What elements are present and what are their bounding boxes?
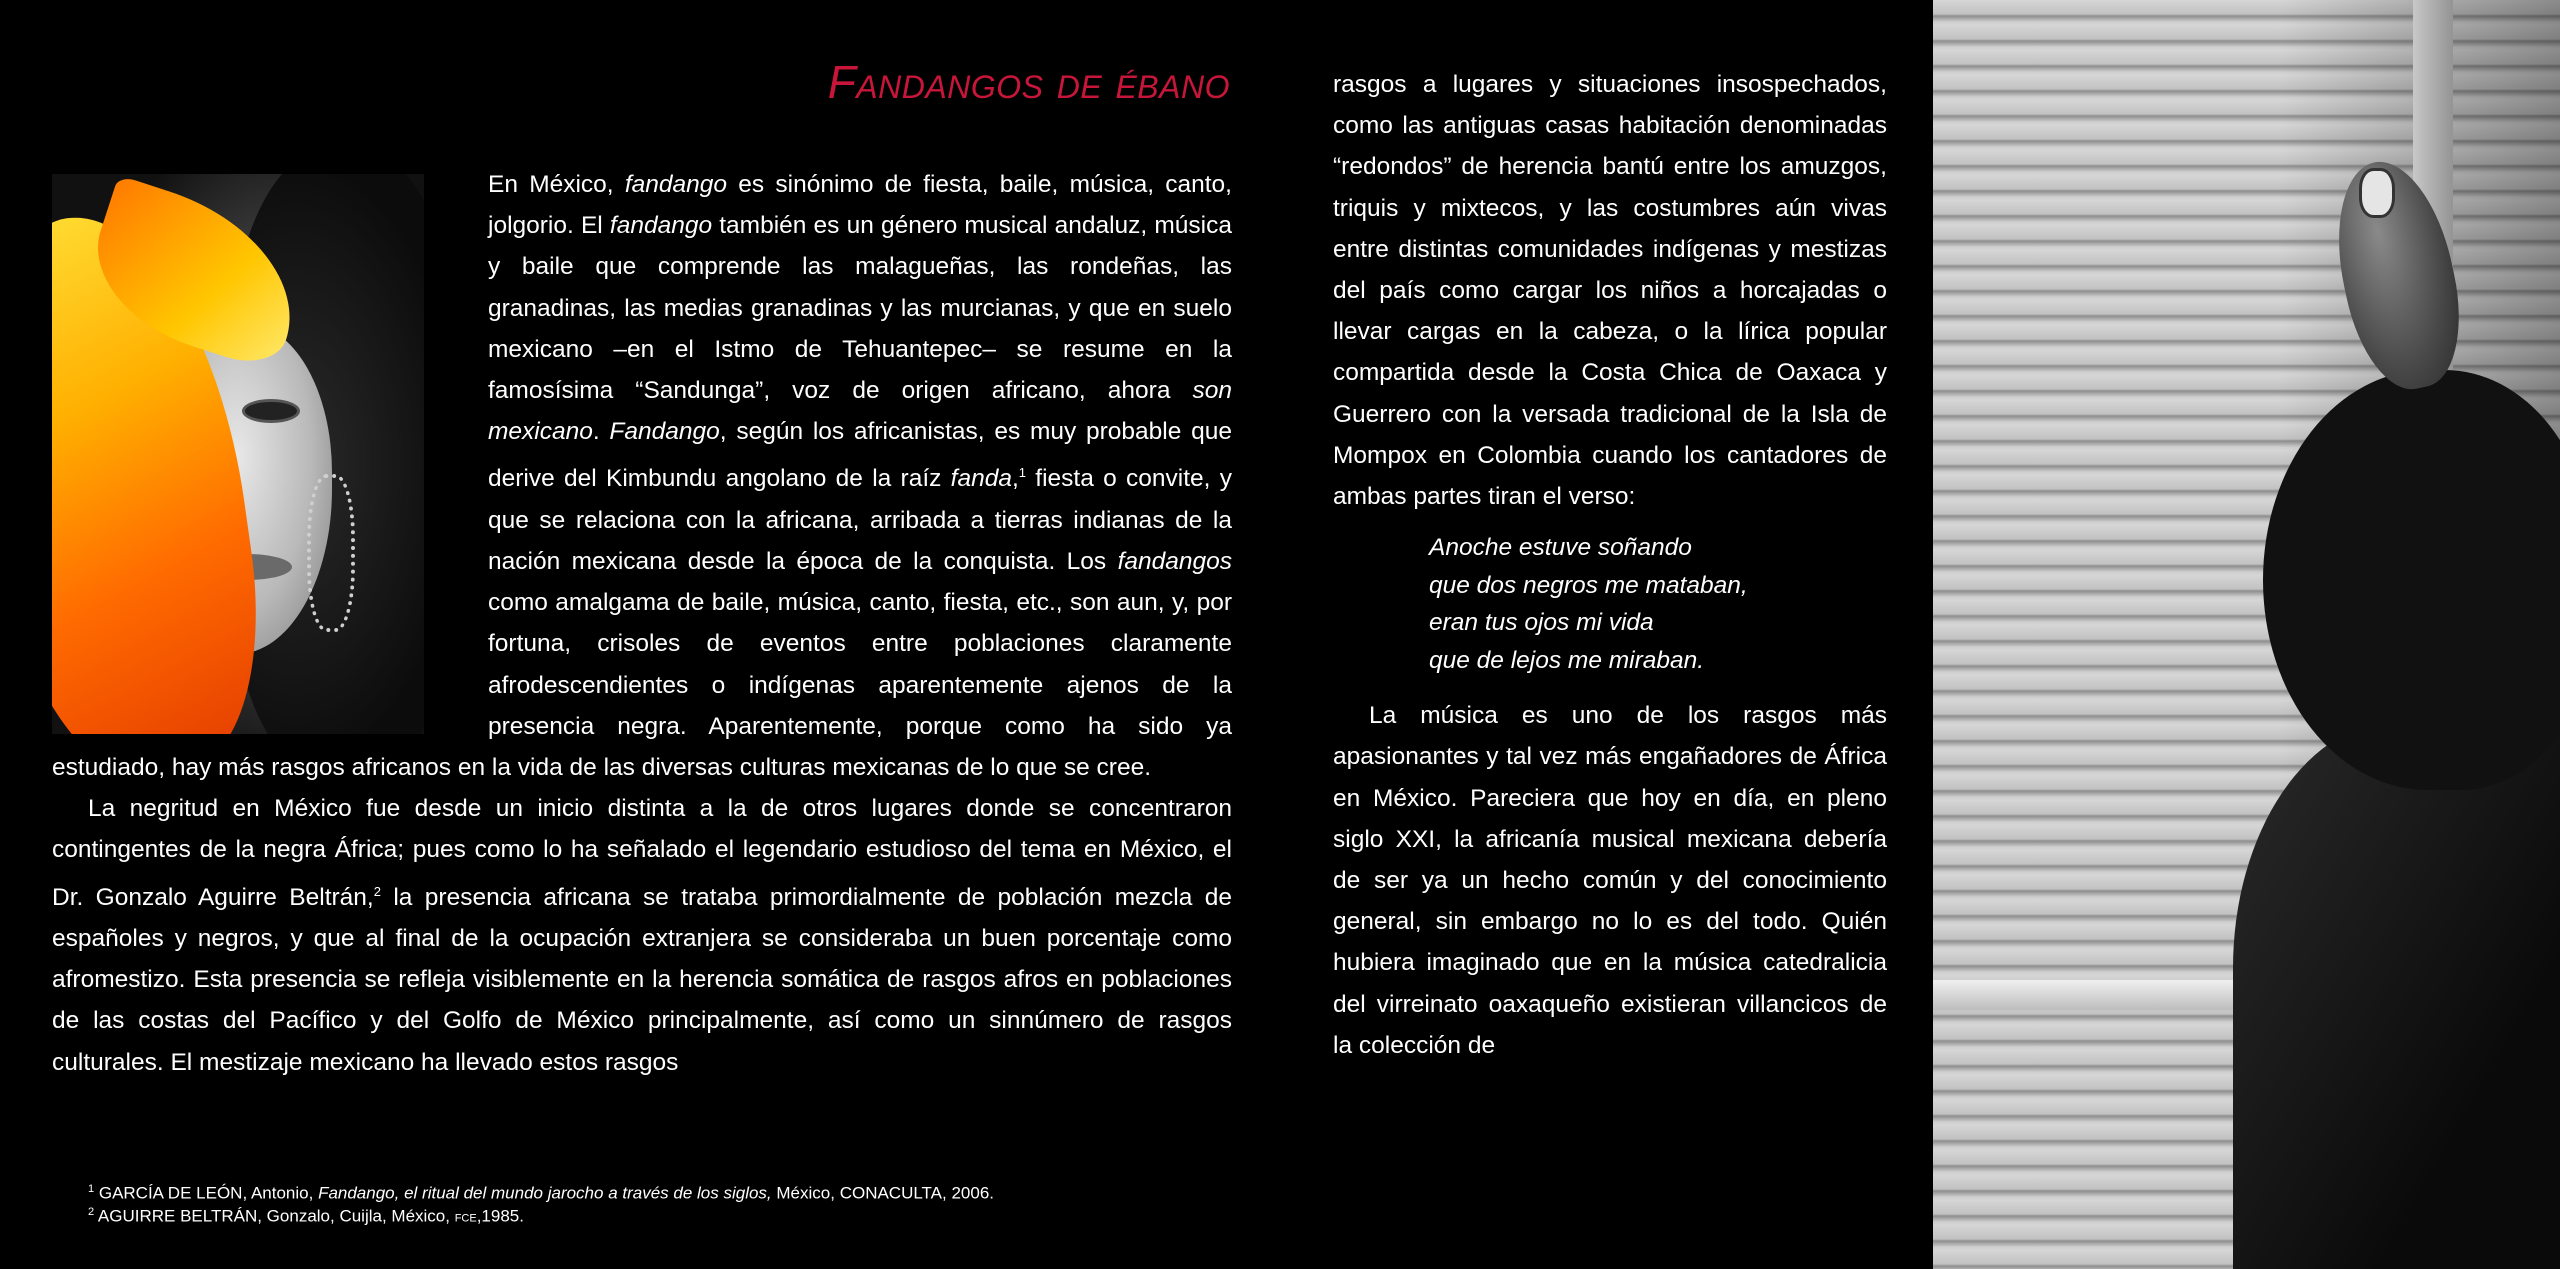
italic-term: son mexicano — [488, 377, 1232, 446]
parrot-photo — [1933, 0, 2560, 1269]
text-span: también es un género musical andaluz, música y baile que comprende las malagueñas, las rondeñas, las granadinas, las medias granadinas y las murcianas, y que en suelo mexicano –en el Istmo de Tehuantepec– se resume en la famosísima “Sandunga”, voz de origen africano, ahora — [488, 212, 1232, 405]
text-span: es sinónimo de fiesta, baile, música, canto, jolgorio. El — [488, 171, 1232, 240]
publisher-abbrev: fce — [454, 1208, 477, 1226]
paragraph-1: En México, fandango es sinónimo de fiesta, baile, música, canto, jolgorio. El fandango también es un género musical andaluz, música y baile que comprende las malagueñas, las rondeñas, las granadinas, las medias granadinas y las murcianas, y que en suelo mexicano –en el Istmo de Tehuantepec– se resume en la famosísima “Sandunga”, voz de origen africano, ahora son mexicano. Fandango, según los africanistas, es muy probable que derive del Kimbundu angolano de la raíz fanda,$^1$ fiesta o convite, y que se relaciona con la africana, arribada a tierras indianas de la nación mexicana desde la época de la conquista. Los fandangos como amalgama de baile, música, canto, fiesta, etc., son aun, y, por fortuna, crisoles de eventos entre poblaciones claramente afrodescendientes o indígenas aparentemente ajenos de la presencia negra. Aparentemente, porque como ha sido ya estudiado, hay más rasgos africanos en la vida de las diversas culturas mexicanas de lo que se cree. — [52, 171, 1232, 781]
text-span: fiesta o convite, y que se relaciona con la africana, arribada a tierras indianas de la nación mexicana desde la época de la conquista. Los — [488, 465, 1232, 575]
paragraph-3: rasgos a lugares y situaciones insospechados, como las antiguas casas habitación denominadas “redondos” de herencia bantú entre los amuzgos, triquis y mixtecos, y las costumbres aún vivas entre distintas comunidades indígenas y mestizas del país como cargar los niños a horcajadas o llevar cargas en la cabeza, o la lírica popular compartida desde la Costa Chica de Oaxaca y Guerrero con la versada tradicional de la Isla de Mompox en Colombia cuando los cantadores de ambas partes tiran el verso: — [1333, 71, 1887, 511]
footnote-ref-1: 1 — [1018, 465, 1027, 481]
person-silhouette — [2233, 720, 2560, 1269]
parrot-beak — [2359, 168, 2395, 218]
verse-line: eran tus ojos mi vida — [1429, 609, 1654, 637]
book-title: Fandango, el ritual del mundo jarocho a través de los siglos, — [318, 1183, 772, 1203]
italic-term: fanda — [950, 465, 1012, 493]
footnote-ref-2: 2 — [373, 883, 381, 899]
text-span: La negritud en México fue desde un inicio distinta a la de otros lugares donde se concentraron contingentes de la negra África; pues como lo ha señalado el legendario estudioso del tema en México, el Dr. Gonzalo Aguirre Beltrán, — [52, 795, 1232, 911]
italic-term: fandangos — [1117, 547, 1232, 575]
text-span: México, CONACULTA, 2006. — [771, 1183, 994, 1203]
italic-term: Fandango — [609, 418, 720, 446]
footnotes — [88, 1180, 994, 1226]
text-span: , según los africanistas, es muy probable que derive del Kimbundu angolano de la raíz — [488, 418, 1232, 493]
italic-term: fandango — [624, 171, 728, 198]
text-span: ,1985. — [476, 1206, 524, 1226]
text-span: como amalgama de baile, música, canto, fiesta, etc., son aun, y, por fortuna, crisoles de eventos entre poblaciones claramente afrodescendientes o indígenas aparentemente ajenos de la presencia negra. Aparentemente, porque como ha sido ya estudiado, hay más rasgos africanos en la vida de las diversas culturas mexicanas de lo que se cree. — [52, 589, 1232, 781]
italic-term: fandango — [609, 212, 713, 240]
text-span: la presencia africana se trataba primordialmente de población mezcla de españoles y negros, y que al final de la ocupación extranjera se consideraba un buen porcentaje como afromestizo. Esta presencia se refleja visiblemente en la herencia somática de rasgos afros en poblaciones de las costas del Pacífico y del Golfo de México principalmente, así como un sinnúmero de rasgos culturales. El mestizaje mexicano ha llevado estos rasgos — [52, 883, 1232, 1076]
footnote-number: 2 — [88, 1205, 95, 1218]
text-span: En México, — [488, 171, 625, 198]
verse-line: que de lejos me miraban. — [1429, 646, 1705, 674]
text-span: GARCÍA DE LEÓN, Antonio, — [94, 1183, 319, 1203]
footnote-2 — [88, 1203, 994, 1227]
left-column — [52, 164, 1232, 1083]
paragraph-2 — [52, 788, 1232, 1083]
right-column — [1333, 64, 1887, 1066]
portrait-eye — [242, 399, 300, 423]
portrait-earring — [307, 474, 355, 632]
verse-block — [1429, 529, 1887, 679]
footnote-number: 1 — [88, 1183, 95, 1195]
text-span: . — [592, 418, 610, 446]
footnote-1 — [88, 1180, 994, 1203]
portrait-photo — [52, 174, 424, 734]
verse-line: que dos negros me mataban, — [1429, 571, 1748, 599]
paragraph-4: La música es uno de los rasgos más apasionantes y tal vez más engañadores de África en México. Pareciera que hoy en día, en pleno siglo XXI, la africanía musical mexicana debería de ser ya un hecho común y del conocimiento general, sin embargo no lo es del todo. Quién hubiera imaginado que en la música catedralicia del virreinato oaxaqueño existieran villancicos de la colección de — [1333, 702, 1887, 1059]
text-span: AGUIRRE BELTRÁN, Gonzalo, Cuijla, México, — [94, 1206, 455, 1226]
verse-line: Anoche estuve soñando — [1429, 534, 1692, 562]
page-title: Fandangos de ébano — [827, 56, 1230, 108]
